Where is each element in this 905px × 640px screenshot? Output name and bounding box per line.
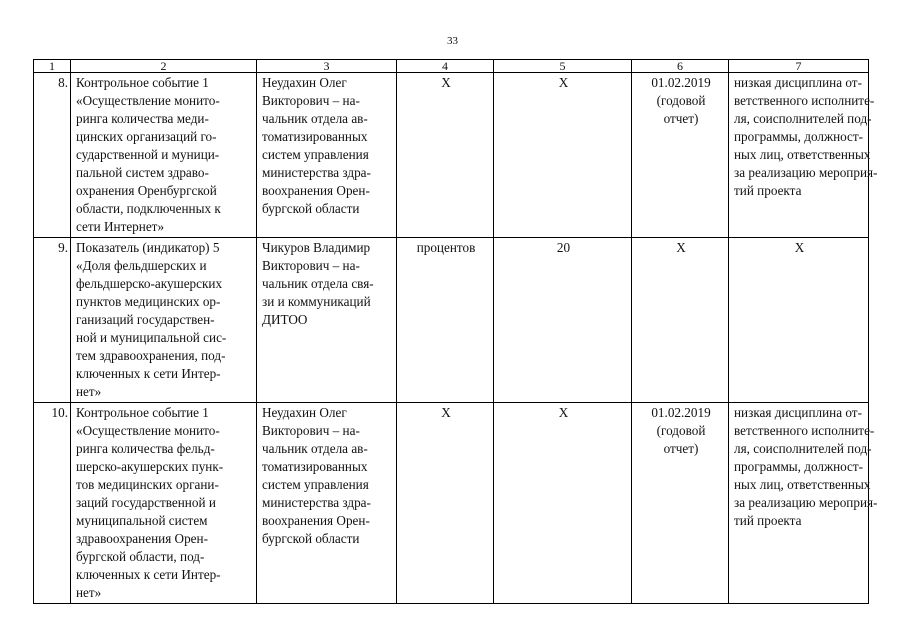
responsible-cell-line: воохранения Орен- [262, 513, 370, 528]
header-cell: 7 [729, 60, 869, 73]
page-number: 33 [447, 35, 458, 47]
responsible-cell-line: Чикуров Владимир [262, 240, 371, 255]
item-cell-line: пунктов медицинских ор- [76, 294, 221, 309]
responsible-cell-line: Неудахин Олег [262, 75, 347, 90]
risk-cell-line: ля, соисполнителей под- [734, 111, 872, 126]
header-cell: 2 [71, 60, 257, 73]
risk-cell-line: тий проекта [734, 513, 802, 528]
responsible-cell-line: чальник отдела свя- [262, 276, 374, 291]
date-cell-line: Х [676, 240, 686, 255]
item-cell-line: здравоохранения Орен- [76, 531, 208, 546]
unit-cell: Х [397, 403, 494, 604]
item-cell-line: Контрольное событие 1 [76, 405, 209, 420]
header-cell: 1 [34, 60, 71, 73]
risk-cell-line: ля, соисполнителей под- [734, 441, 872, 456]
item-cell-line: ной и муниципальной сис- [76, 330, 227, 345]
item-cell-line: сети Интернет» [76, 219, 165, 234]
responsible-cell-line: чальник отдела ав- [262, 111, 368, 126]
item-cell-line: области, подключенных к [76, 201, 221, 216]
risk-cell-line: ных лиц, ответственных [734, 477, 871, 492]
table-row [34, 403, 869, 604]
table-row [34, 73, 869, 238]
item-cell-line: цинских организаций го- [76, 129, 217, 144]
item-cell-line: нет» [76, 585, 102, 600]
item-cell-line: Показатель (индикатор) 5 [76, 240, 220, 255]
item-cell [71, 73, 257, 238]
header-cell: 5 [494, 60, 632, 73]
responsible-cell-line: Викторович – на- [262, 423, 360, 438]
risk-cell-line: программы, должност- [734, 129, 864, 144]
date-cell-line: отчет) [663, 111, 699, 126]
row-number-cell: 10. [34, 403, 71, 604]
header-cell: 4 [397, 60, 494, 73]
table-row [34, 238, 869, 403]
risk-cell-line: ветственного исполните- [734, 423, 875, 438]
responsible-cell-line: бургской области [262, 201, 360, 216]
responsible-cell-line: зи и коммуникаций [262, 294, 371, 309]
risk-cell-line: за реализацию мероприя- [734, 165, 878, 180]
row-number-cell: 9. [34, 238, 71, 403]
item-cell-line: пальной систем здраво- [76, 165, 209, 180]
item-cell [71, 238, 257, 403]
responsible-cell-line: воохранения Орен- [262, 183, 370, 198]
item-cell-line: ключенных к сети Интер- [76, 366, 221, 381]
date-cell [632, 403, 729, 604]
header-cell: 6 [632, 60, 729, 73]
risk-cell-line: низкая дисциплина от- [734, 405, 862, 420]
value-cell: 20 [494, 238, 632, 403]
plan-table [33, 59, 878, 604]
item-cell-line: «Доля фельдшерских и [76, 258, 207, 273]
risk-cell-line: ветственного исполните- [734, 93, 875, 108]
row-number-cell: 8. [34, 73, 71, 238]
item-cell-line: ганизаций государствен- [76, 312, 215, 327]
responsible-cell [257, 403, 397, 604]
date-cell [632, 238, 729, 403]
item-cell-line: муниципальной систем [76, 513, 208, 528]
value-cell: Х [494, 73, 632, 238]
risk-cell-line: ных лиц, ответственных [734, 147, 871, 162]
risk-cell [729, 73, 878, 238]
item-cell-line: ринга количества меди- [76, 111, 209, 126]
item-cell-line: нет» [76, 384, 102, 399]
item-cell-line: тем здравоохранения, под- [76, 348, 226, 363]
item-cell-line: сударственной и муници- [76, 147, 220, 162]
item-cell-line: ринга количества фельд- [76, 441, 215, 456]
value-cell: Х [494, 403, 632, 604]
risk-cell-line: тий проекта [734, 183, 802, 198]
risk-cell [729, 238, 869, 403]
item-cell-line: Контрольное событие 1 [76, 75, 209, 90]
item-cell-line: шерско-акушерских пунк- [76, 459, 224, 474]
responsible-cell [257, 238, 397, 403]
responsible-cell-line: чальник отдела ав- [262, 441, 368, 456]
responsible-cell-line: томатизированных [262, 459, 368, 474]
date-cell-line: 01.02.2019 [651, 405, 711, 420]
responsible-cell-line: министерства здра- [262, 495, 371, 510]
item-cell-line: «Осуществление монито- [76, 93, 220, 108]
unit-cell: процентов [397, 238, 494, 403]
header-row [34, 60, 869, 73]
item-cell-line: бургской области, под- [76, 549, 205, 564]
item-cell-line: заций государственной и [76, 495, 216, 510]
risk-cell-line: Х [794, 240, 805, 255]
risk-cell-line: низкая дисциплина от- [734, 75, 862, 90]
responsible-cell-line: Неудахин Олег [262, 405, 347, 420]
item-cell-line: охранения Оренбургской [76, 183, 217, 198]
risk-cell-line: программы, должност- [734, 459, 864, 474]
risk-cell-line: за реализацию мероприя- [734, 495, 878, 510]
item-cell-line: фельдшерско-акушерских [76, 276, 223, 291]
date-cell [632, 73, 729, 238]
responsible-cell-line: ДИТОО [262, 312, 308, 327]
responsible-cell [257, 73, 397, 238]
date-cell-line: отчет) [663, 441, 699, 456]
responsible-cell-line: Викторович – на- [262, 258, 360, 273]
date-cell-line: 01.02.2019 [651, 75, 711, 90]
item-cell-line: тов медицинских органи- [76, 477, 219, 492]
responsible-cell-line: томатизированных [262, 129, 368, 144]
item-cell [71, 403, 257, 604]
responsible-cell-line: систем управления [262, 477, 369, 492]
unit-cell: Х [397, 73, 494, 238]
item-cell-line: ключенных к сети Интер- [76, 567, 221, 582]
date-cell-line: (годовой [656, 93, 706, 108]
responsible-cell-line: бургской области [262, 531, 360, 546]
item-cell-line: «Осуществление монито- [76, 423, 220, 438]
responsible-cell-line: министерства здра- [262, 165, 371, 180]
responsible-cell-line: систем управления [262, 147, 369, 162]
risk-cell [729, 403, 878, 604]
header-cell: 3 [257, 60, 397, 73]
responsible-cell-line: Викторович – на- [262, 93, 360, 108]
date-cell-line: (годовой [656, 423, 706, 438]
